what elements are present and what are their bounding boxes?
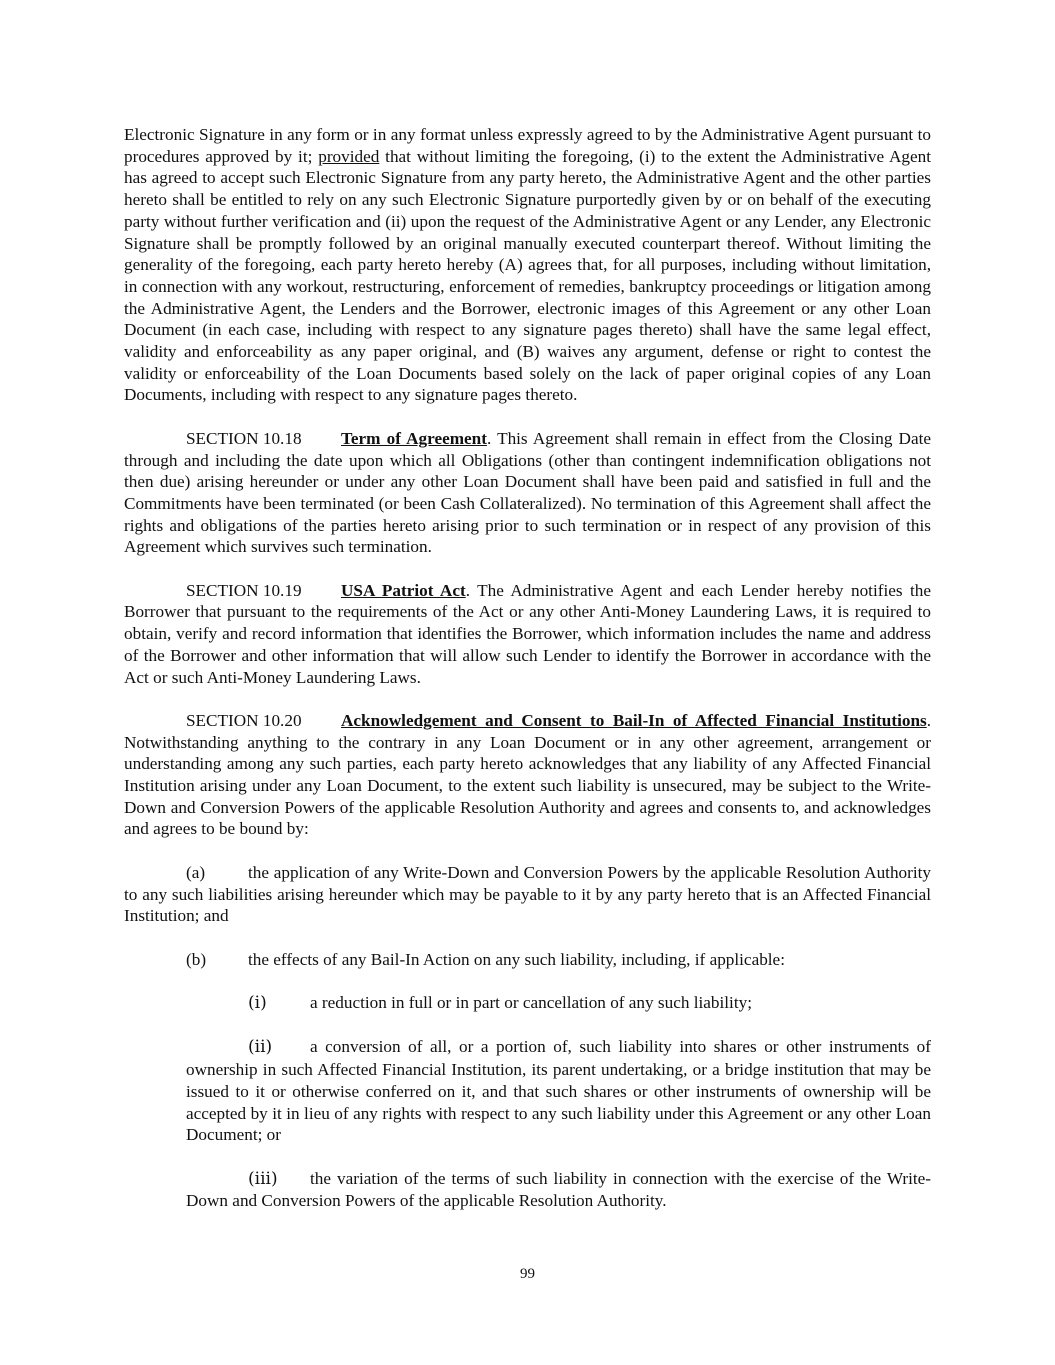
sub-item-label: (i) (248, 993, 267, 1014)
section-10-19 (124, 580, 931, 689)
intro-text-part2: that without limiting the foregoing, (i) to the extent the Administrative Agent has agreed to accept such Electronic Signature from any party hereto, the Administrative Agent and the other parties hereto shall be entitled to rely on any such Electronic Signature purportedly given by or on behalf of the executing party without further verification and (ii) upon the request of the Administrative Agent or any Lender, any Electronic Signature shall be promptly followed by an original manually executed counterpart thereof. Without limiting the generality of the foregoing, each party hereto hereby (A) agrees that, for all purposes, including without limitation, in connection with any workout, restructuring, enforcement of remedies, bankruptcy proceedings or litigation among the Administrative Agent, the Lenders and the Borrower, electronic images of this Agreement or any other Loan Document (in each case, including with respect to any signature pages thereto) shall have the same legal effect, validity and enforceability as any paper original, and (B) waives any argument, defense or right to contest the validity or enforceability of the Loan Documents based solely on the lack of paper original copies of any Loan Documents, including with respect to any signature pages thereto. (124, 146, 931, 405)
section-body: . This Agreement shall remain in effect from the Closing Date through and including the date upon which all Obligations (other than contingent indemnification obligations not then due) arising hereunder or under any other Loan Document shall have been paid and satisfied in full and the Commitments have been terminated (or been Cash Collateralized). No termination of this Agreement shall affect the rights and obligations of the parties hereto arising prior to such termination or in respect of any provision of this Agreement which survives such termination. (124, 428, 932, 557)
sub-item-label: (iii) (248, 1168, 278, 1189)
document-page (124, 124, 931, 1234)
section-number: SECTION 10.18 (186, 428, 302, 448)
section-title: Term of Agreement (341, 428, 487, 448)
sub-item-label: (ii) (248, 1037, 273, 1058)
item-label: (a) (186, 862, 206, 882)
intro-text-part1: Electronic Signature in any form or in any format unless expressly agreed to by the Administrative Agent pursuant to procedures approved by it; (124, 125, 931, 166)
sub-item-iii (186, 1168, 931, 1212)
sub-item-ii (186, 1036, 931, 1146)
item-text: the effects of any Bail-In Action on any such liability, including, if applicable: (248, 949, 785, 969)
list-item-b (124, 949, 931, 971)
sub-item-text: a reduction in full or in part or cancellation of any such liability; (310, 993, 752, 1013)
sub-item-text: a conversion of all, or a portion of, such liability into shares or other instruments of ownership in such Affected Financial Institution, its parent undertaking, or a bridge institution that may be issued to it or otherwise conferred on it, and that such shares or other instruments of ownership will be accepted by it in lieu of any rights with respect to any such liability under this Agreement or any other Loan Document; or (186, 1037, 931, 1145)
item-text: the application of any Write-Down and Conversion Powers by the applicable Resolution Authority to any such liabilities arising hereunder which may be payable to it by any party hereto that is an Affected Financial Institution; and (124, 862, 931, 926)
section-title: Acknowledgement and Consent to Bail-In of Affected Financial Institutions (341, 710, 927, 730)
provided-term: provided (318, 146, 380, 166)
section-title: USA Patriot Act (341, 580, 466, 600)
item-label: (b) (186, 949, 207, 969)
section-body: . Notwithstanding anything to the contrary in any Loan Document or in any other agreement, arrangement or understanding among any such parties, each party hereto acknowledges that any liability of any Affected Financial Institution arising under any Loan Document, to the extent such liability is unsecured, may be subject to the Write-Down and Conversion Powers of the applicable Resolution Authority and agrees and consents to, and acknowledges and agrees to be bound by: (124, 710, 931, 839)
page-number: 99 (520, 1266, 535, 1282)
intro-paragraph (124, 124, 931, 406)
section-body: . The Administrative Agent and each Lender hereby notifies the Borrower that pursuant to the requirements of the Act or any other Anti-Money Laundering Laws, it is required to obtain, verify and record information that identifies the Borrower, which information includes the name and address of the Borrower and other information that will allow such Lender to identify the Borrower in accordance with the Act or such Anti-Money Laundering Laws. (124, 580, 931, 687)
section-10-20 (124, 710, 931, 840)
section-number: SECTION 10.20 (186, 710, 302, 730)
section-10-18 (124, 428, 931, 558)
sub-item-i (186, 992, 931, 1015)
sub-item-text: the variation of the terms of such liability in connection with the exercise of the Write-Down and Conversion Powers of the applicable Resolution Authority. (186, 1168, 931, 1211)
list-item-a (124, 862, 931, 927)
section-number: SECTION 10.19 (186, 580, 302, 600)
